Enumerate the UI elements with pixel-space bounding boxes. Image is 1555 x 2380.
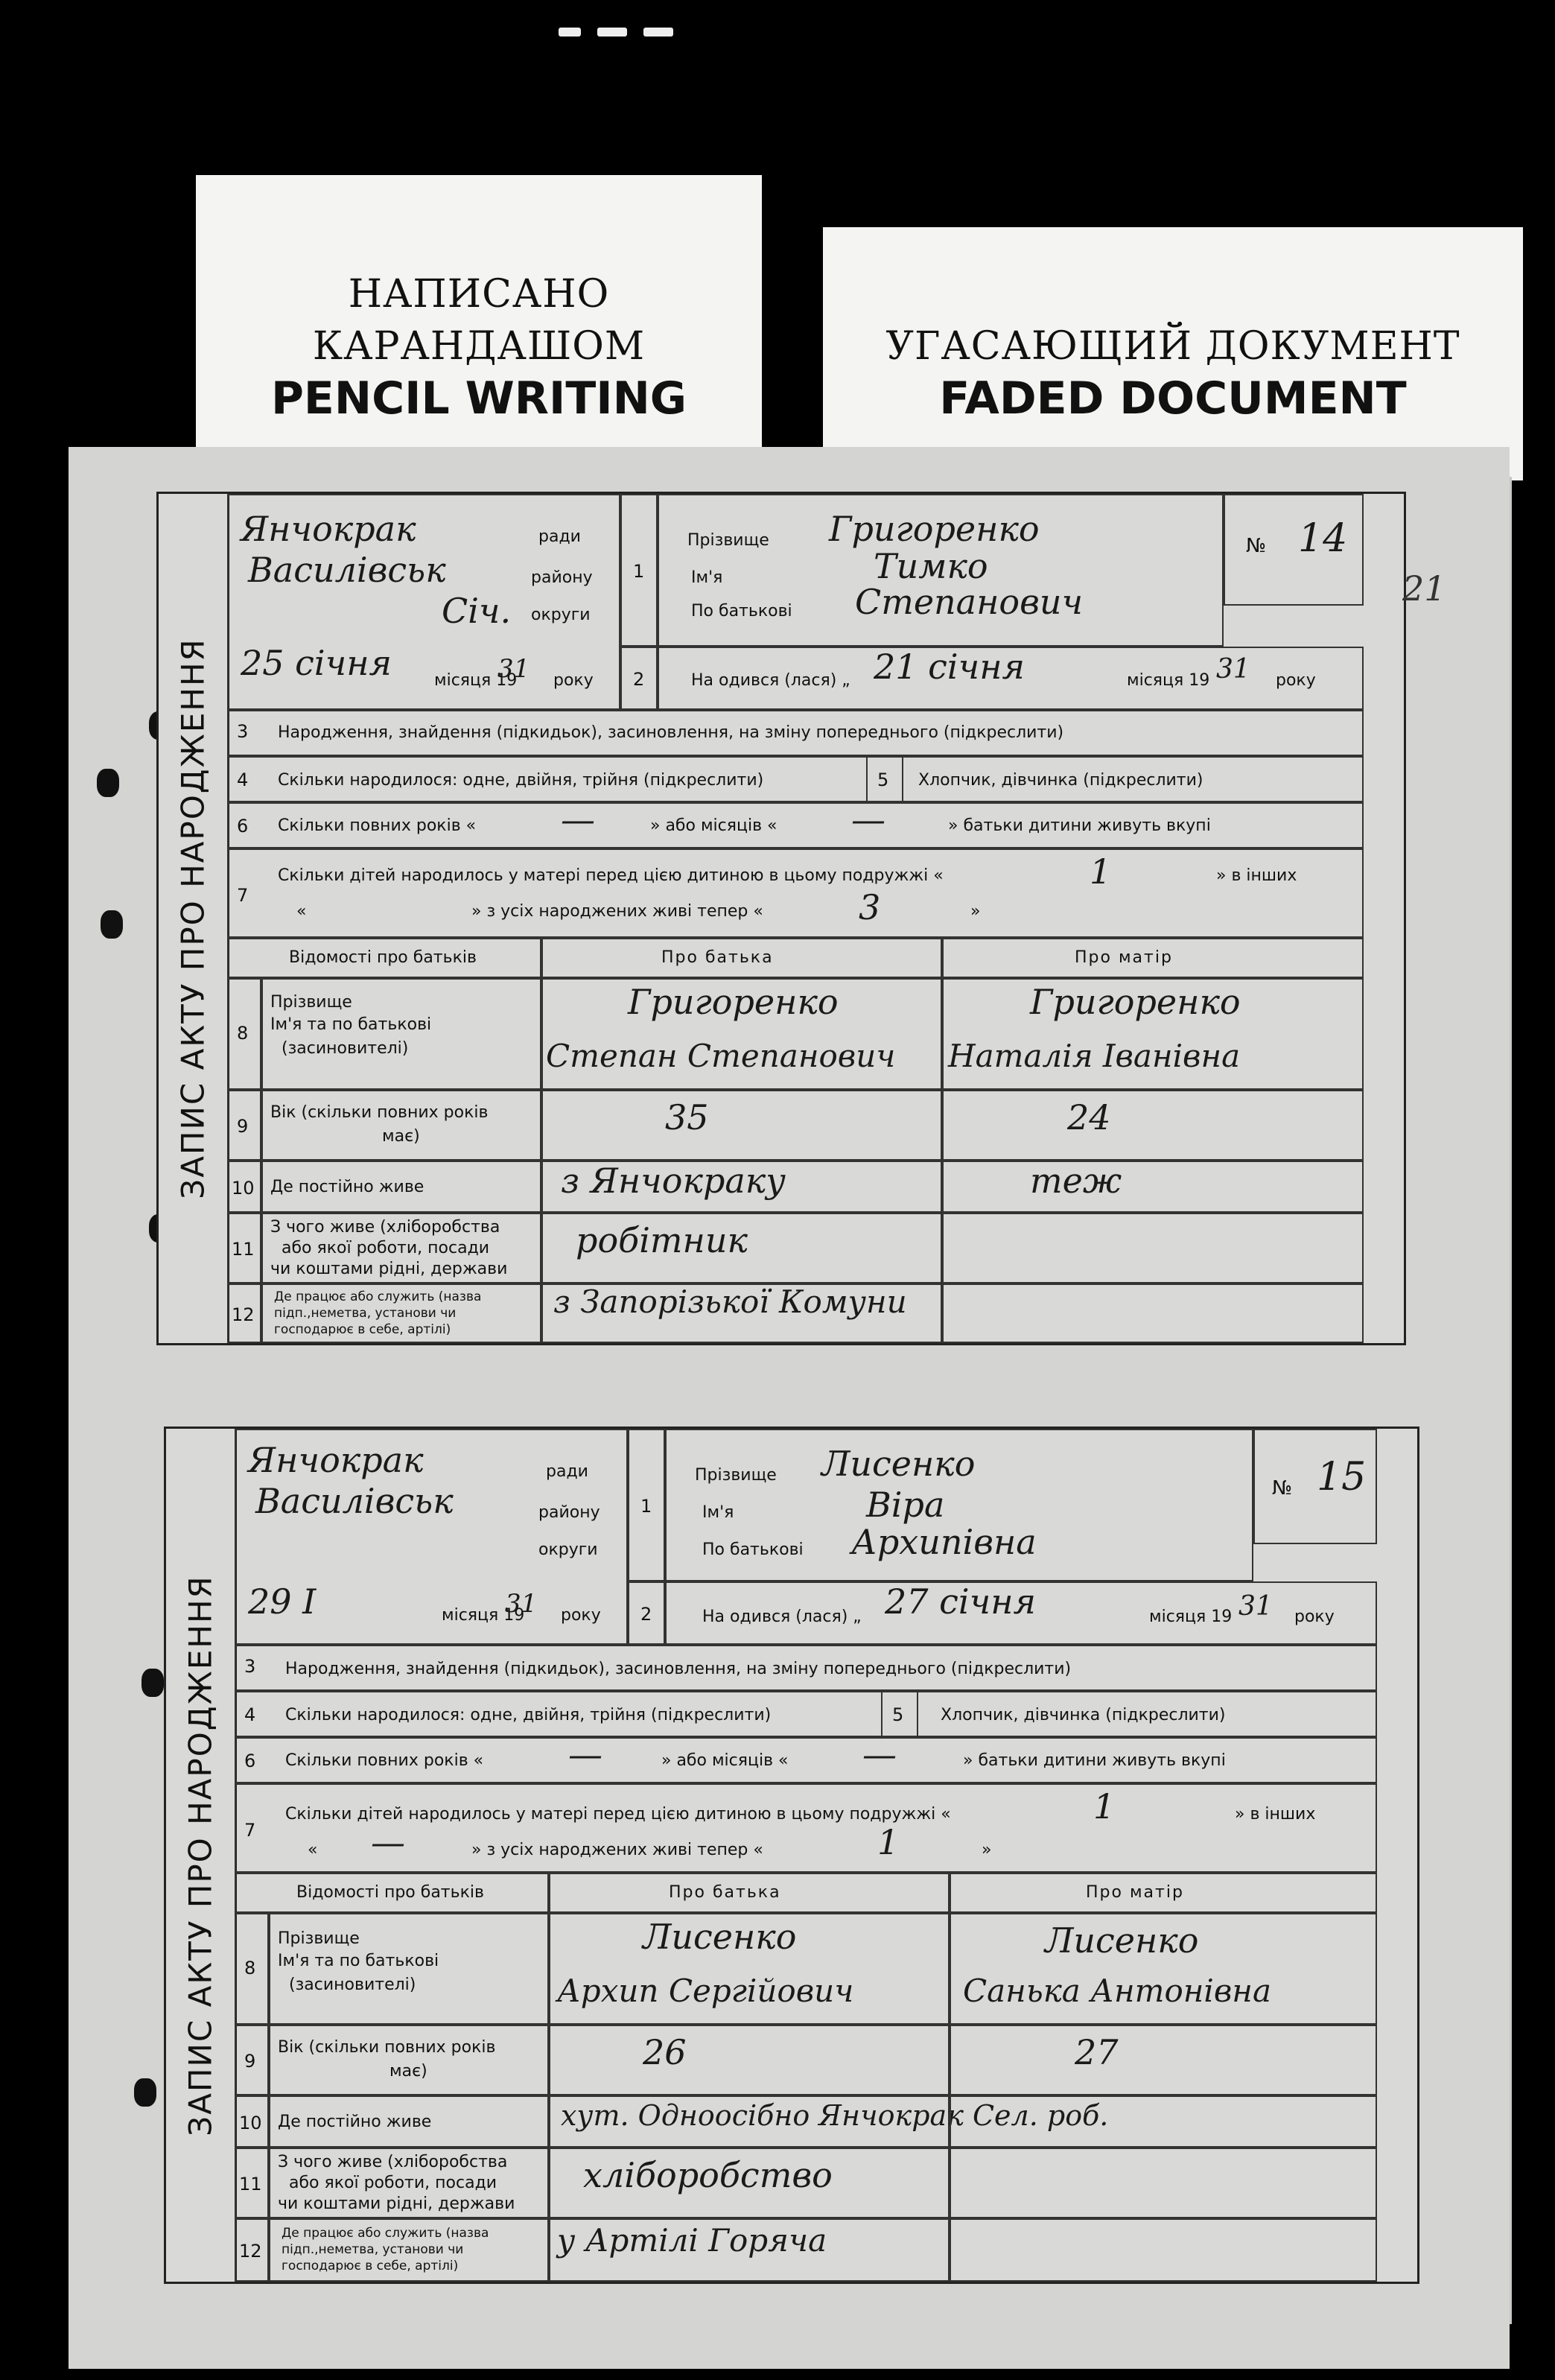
- scan-marks: [559, 25, 730, 42]
- faded-document-label: [823, 227, 1523, 480]
- rada-suffix-2: ради: [546, 1462, 588, 1481]
- row-11-number-2: 11: [239, 2174, 262, 2195]
- mother-name: Наталія Іванівна: [948, 1038, 1241, 1074]
- row-3-text-2: Народження, знайдення (підкидьок), засиновлення, на зміну попереднього (підкреслити): [285, 1660, 1072, 1678]
- row-2-number-2: 2: [640, 1604, 652, 1625]
- row-6-months-2: —: [862, 1734, 897, 1774]
- row-7-alive-2: 1: [877, 1822, 900, 1862]
- row-6-text-c-2: » батьки дитини живуть вкупі: [963, 1751, 1226, 1770]
- row-10-number-2: 10: [239, 2113, 262, 2133]
- mother-lives: теж: [1030, 1161, 1122, 1201]
- row-12-label-b-2: підп.,неметва, установи чи: [282, 2242, 464, 2257]
- row-12-number-2: 12: [239, 2241, 262, 2262]
- row-6-years-2: —: [568, 1734, 602, 1774]
- row-11-label-c: чи коштами рідні, держави: [270, 1260, 508, 1278]
- birth-month-label: місяця 19: [1127, 671, 1210, 690]
- reg-year-value-2: 31: [505, 1589, 538, 1619]
- row-12-label-c-2: господарює в себе, артілі): [282, 2259, 459, 2273]
- row-7-text-e-2: »: [982, 1841, 992, 1859]
- row-10-number: 10: [232, 1178, 255, 1199]
- side-mark: 21: [1402, 568, 1446, 609]
- surname-label: Прізвище: [687, 531, 769, 550]
- father-name-2: Архип Сергійович: [557, 1973, 854, 2009]
- child-patronymic: Степанович: [855, 582, 1084, 622]
- mother-header: Про матір: [1075, 948, 1173, 967]
- row-4-number: 4: [237, 769, 249, 790]
- record-number-2: 15: [1317, 1455, 1367, 1500]
- birth-month-label-2: місяця 19: [1149, 1608, 1233, 1626]
- faded-label-ru: УГАСАЮЩИЙ ДОКУМЕНТ: [885, 324, 1460, 369]
- father-age-2: 26: [643, 2032, 687, 2072]
- row-11-number: 11: [232, 1239, 255, 1260]
- row-7-text-d-2: » з усіх народжених живі тепер «: [471, 1841, 763, 1859]
- birth-year-value: 31: [1216, 654, 1250, 685]
- birth-date-label-2: На одився (лася) „: [702, 1608, 862, 1626]
- record-1-side-title: [159, 494, 229, 1343]
- record-2-title: ЗАПИС АКТУ ПРО НАРОДЖЕННЯ: [182, 1574, 219, 2136]
- patronymic-label-2: По батькові: [702, 1540, 804, 1559]
- mother-surname-2: Лисенко: [1045, 1920, 1199, 1961]
- row-10-label: Де постійно живе: [270, 1178, 424, 1196]
- pencil-writing-label: [196, 175, 762, 469]
- row-6-text-a-2: Скільки повних років «: [285, 1751, 484, 1770]
- mother-age: 24: [1067, 1097, 1111, 1137]
- okruha-label-2: округи: [538, 1540, 598, 1559]
- row-6-months: —: [851, 799, 885, 840]
- row-8-number-2: 8: [244, 1958, 256, 1978]
- row-8-label-b-2: Ім'я та по батькові: [278, 1952, 439, 1970]
- father-age-cell: [541, 1090, 942, 1161]
- row-7-text-a: Скільки дітей народилось у матері перед цією дитиною в цьому подружжі «: [278, 866, 944, 885]
- father-age-cell-2: [549, 2025, 950, 2095]
- raion-label-2: району: [538, 1503, 600, 1522]
- pencil-label-ru-2: КАРАНДАШОМ: [312, 324, 646, 369]
- birth-day-value-2: 27 січня: [885, 1581, 1037, 1622]
- reg-day-value: 25 січня: [241, 643, 392, 683]
- mother-work-cell-2: [950, 2218, 1377, 2282]
- father-surname-2: Лисенко: [643, 1917, 797, 1957]
- punch-hole: [97, 769, 119, 797]
- mother-age-2: 27: [1075, 2032, 1119, 2072]
- row-7-text-c-2: «: [308, 1841, 318, 1859]
- parents-header-2: Відомості про батьків: [296, 1883, 484, 1902]
- birth-day-value: 21 січня: [874, 647, 1025, 687]
- row-1-number-2: 1: [640, 1496, 652, 1517]
- father-surname: Григоренко: [628, 982, 839, 1022]
- father-lives: з Янчокраку: [561, 1161, 786, 1201]
- father-occupation: робітник: [576, 1220, 748, 1260]
- reg-year-value: 31: [497, 654, 530, 684]
- mother-work-cell: [942, 1283, 1364, 1343]
- record-number-prefix: №: [1246, 535, 1267, 557]
- row-2-number: 2: [633, 669, 645, 690]
- row-9-label-cell-2: [269, 2025, 549, 2095]
- rada-value-2: Янчокрак: [248, 1440, 424, 1480]
- reg-day-value-2: 29 І: [248, 1581, 317, 1622]
- name-label-2: Ім'я: [702, 1503, 734, 1522]
- row-12-label-a-2: Де працює або служить (назва: [282, 2226, 489, 2241]
- row-5-text: Хлопчик, дівчинка (підкреслити): [918, 771, 1203, 790]
- row-7-this-marriage-2: 1: [1093, 1786, 1116, 1827]
- patronymic-label: По батькові: [691, 602, 792, 621]
- row-12-label-c: господарює в себе, артілі): [274, 1322, 451, 1337]
- row-7-text-a-2: Скільки дітей народилось у матері перед цією дитиною в цьому подружжі «: [285, 1805, 951, 1824]
- birth-year-label-2: року: [1294, 1608, 1335, 1626]
- mother-header-2: Про матір: [1086, 1883, 1184, 1902]
- surname-label-2: Прізвище: [695, 1466, 777, 1485]
- row-12-number: 12: [232, 1304, 255, 1325]
- raion-value: Василівськ: [248, 550, 446, 590]
- row-8-number: 8: [237, 1023, 249, 1044]
- row-9-number-2: 9: [244, 2051, 256, 2072]
- reg-month-label-2: місяця 19: [442, 1606, 525, 1625]
- row-11-label-b: або якої роботи, посади: [282, 1239, 490, 1257]
- row-6-text-a: Скільки повних років «: [278, 816, 477, 835]
- father-work-2: у Артілі Горяча: [557, 2222, 827, 2259]
- mother-occupation-cell: [942, 1213, 1364, 1283]
- name-label: Ім'я: [691, 568, 723, 587]
- punch-hole: [134, 2078, 156, 2107]
- row-7-text-b: » в інших: [1216, 866, 1297, 885]
- child-name: Тимко: [874, 546, 988, 586]
- row-9-number: 9: [237, 1116, 249, 1137]
- rada-suffix: ради: [538, 527, 581, 546]
- mother-age-cell-2: [950, 2025, 1377, 2095]
- row-1-number: 1: [633, 561, 645, 582]
- child-surname-2: Лисенко: [821, 1444, 976, 1484]
- reg-month-label: місяця 19: [434, 671, 518, 690]
- row-9-label-a-2: Вік (скільки повних років: [278, 2038, 496, 2057]
- record-number-prefix-2: №: [1272, 1477, 1293, 1500]
- row-7-cell-2: [235, 1783, 1377, 1873]
- birth-year-value-2: 31: [1238, 1591, 1273, 1622]
- row-11-label-a-2: З чого живе (хліборобства: [278, 2153, 508, 2171]
- row-7-number: 7: [237, 885, 249, 906]
- row-7-text-d: » з усіх народжених живі тепер «: [471, 902, 763, 921]
- row-12-label-b: підп.,неметва, установи чи: [274, 1306, 457, 1321]
- record-number: 14: [1298, 516, 1348, 561]
- row-7-number-2: 7: [244, 1820, 256, 1841]
- row-7-cell: [227, 848, 1364, 938]
- okruha-value: Січ.: [442, 591, 512, 631]
- reg-year-label: року: [553, 671, 594, 690]
- faded-label-en: FADED DOCUMENT: [939, 372, 1407, 425]
- mother-occupation-cell-2: [950, 2148, 1377, 2218]
- raion-label: району: [531, 568, 593, 587]
- punch-hole: [141, 1669, 164, 1697]
- row-12-label-a: Де працює або служить (назва: [274, 1289, 482, 1304]
- pencil-label-en: PENCIL WRITING: [270, 372, 687, 425]
- row-8-label-a: Прізвище: [270, 993, 352, 1012]
- birth-year-label: року: [1276, 671, 1316, 690]
- rada-value: Янчокрак: [241, 509, 416, 549]
- row-7-text-c: «: [296, 902, 307, 921]
- father-age: 35: [665, 1097, 709, 1137]
- row-6-number: 6: [237, 816, 249, 837]
- child-name-2: Віра: [866, 1485, 945, 1525]
- row-3-number: 3: [237, 721, 249, 742]
- mother-surname: Григоренко: [1030, 982, 1241, 1022]
- father-work: з Запорізької Комуни: [553, 1283, 907, 1320]
- row-6-text-b: » або місяців «: [650, 816, 778, 835]
- mother-name-2: Санька Антонівна: [963, 1973, 1272, 2009]
- row-9-label-cell: [261, 1090, 541, 1161]
- parents-header: Відомості про батьків: [289, 948, 477, 967]
- row-4-text-2: Скільки народилося: одне, двійня, трійня (підкреслити): [285, 1706, 772, 1724]
- row-3-number-2: 3: [244, 1656, 256, 1677]
- father-lives-2: хут. Одноосібно Янчокрак Сел. роб.: [561, 2099, 1109, 2132]
- row-6-text-b-2: » або місяців «: [661, 1751, 789, 1770]
- row-8-label-c: (засиновителі): [282, 1039, 409, 1058]
- record-1-title: ЗАПИС АКТУ ПРО НАРОДЖЕННЯ: [174, 638, 212, 1199]
- row-11-label-a: З чого живе (хліборобства: [270, 1218, 500, 1237]
- mother-lives-cell: [942, 1161, 1364, 1213]
- row-4-text: Скільки народилося: одне, двійня, трійня (підкреслити): [278, 771, 764, 790]
- record-2-side-title: [166, 1429, 237, 2282]
- row-8-label-a-2: Прізвище: [278, 1929, 360, 1948]
- row-7-this-marriage: 1: [1090, 851, 1112, 892]
- row-11-label-c-2: чи коштами рідні, держави: [278, 2195, 515, 2213]
- raion-value-2: Василівськ: [255, 1481, 454, 1521]
- row-4-number-2: 4: [244, 1704, 256, 1725]
- row-6-number-2: 6: [244, 1751, 256, 1771]
- row-9-label-b-2: має): [389, 2062, 427, 2081]
- child-surname: Григоренко: [829, 509, 1040, 549]
- row-11-label-b-2: або якої роботи, посади: [289, 2174, 497, 2192]
- birth-date-label: На одився (лася) „: [691, 671, 850, 690]
- mother-age-cell: [942, 1090, 1364, 1161]
- father-occupation-2: хліборобство: [583, 2155, 833, 2195]
- row-7-text-e: »: [970, 902, 981, 921]
- birth-record-1: [156, 492, 1446, 1345]
- pencil-label-ru-1: НАПИСАНО: [348, 272, 610, 317]
- row-10-label-2: Де постійно живе: [278, 2113, 432, 2131]
- okruha-label: округи: [531, 606, 591, 624]
- row-7-alive: 3: [859, 887, 881, 927]
- row-8-label-b: Ім'я та по батькові: [270, 1015, 432, 1034]
- row-3-text: Народження, знайдення (підкидьок), засиновлення, на зміну попереднього (підкреслити): [278, 723, 1064, 742]
- row-7-other-2: —: [371, 1822, 405, 1862]
- father-name: Степан Степанович: [546, 1038, 896, 1074]
- row-5-number: 5: [877, 769, 889, 790]
- punch-hole: [101, 910, 123, 939]
- father-header: Про батька: [661, 948, 774, 967]
- row-5-number-2: 5: [892, 1704, 904, 1725]
- row-5-text-2: Хлопчик, дівчинка (підкреслити): [941, 1706, 1226, 1724]
- row-8-label-c-2: (засиновителі): [289, 1976, 416, 1994]
- row-6-years: —: [561, 799, 595, 840]
- row-9-label-a: Вік (скільки повних років: [270, 1103, 489, 1122]
- child-patronymic-2: Архипівна: [851, 1522, 1037, 1562]
- mother-lives-cell-2: [950, 2095, 1377, 2148]
- row-6-text-c: » батьки дитини живуть вкупі: [948, 816, 1211, 835]
- reg-year-label-2: року: [561, 1606, 601, 1625]
- row-7-text-b-2: » в інших: [1235, 1805, 1316, 1824]
- father-header-2: Про батька: [669, 1883, 781, 1902]
- birth-record-2: [164, 1427, 1419, 2284]
- row-9-label-b: має): [382, 1127, 420, 1146]
